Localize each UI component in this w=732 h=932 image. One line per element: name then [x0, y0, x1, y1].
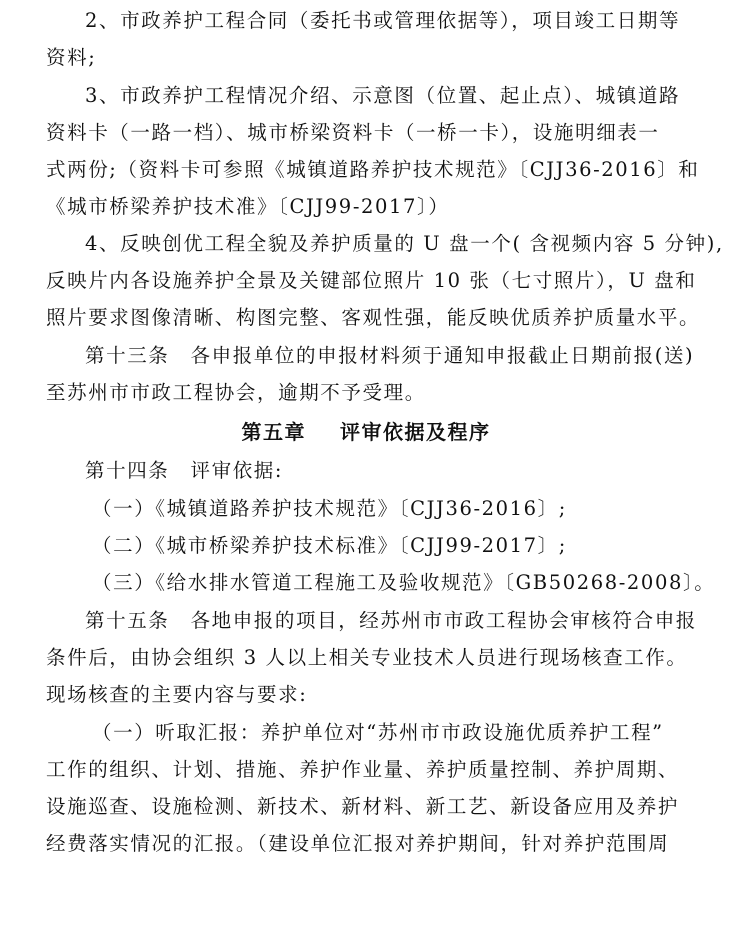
paragraph-line: 现场核查的主要内容与要求: — [46, 683, 308, 706]
paragraph-line: 2、市政养护工程合同（委托书或管理依据等），项目竣工日期等 — [85, 9, 681, 32]
paragraph-line: 条件后，由协会组织 3 人以上相关专业技术人员进行现场核查工作。 — [46, 646, 688, 669]
paragraph-line: 资料卡（一路一档）、城市桥梁资料卡（一桥一卡），设施明细表一 — [46, 121, 660, 144]
paragraph-line: 式两份;（资料卡可参照《城镇道路养护技术规范》〔CJJ36-2016〕和 — [46, 158, 700, 181]
chapter-heading — [0, 417, 732, 447]
paragraph-line: 资料; — [46, 46, 97, 69]
paragraph-line: 至苏州市市政工程协会，逾期不予受理。 — [46, 381, 426, 404]
paragraph-line: 反映片内各设施养护全景及关键部位照片 10 张（七寸照片），U 盘和 — [46, 269, 697, 292]
paragraph-line: 《城市桥梁养护技术准》〔CJJ99-2017〕） — [46, 195, 450, 218]
paragraph-line: 4、反映创优工程全貌及养护质量的 U 盘一个( 含视频内容 5 分钟), — [85, 232, 724, 255]
article-14-line: 第十四条 评审依据: — [85, 459, 284, 482]
article-13-line: 第十三条 各申报单位的申报材料须于通知申报截止日期前报(送) — [85, 344, 695, 367]
paragraph-line: 3、市政养护工程情况介绍、示意图（位置、起止点）、城镇道路 — [85, 84, 681, 107]
chapter-title: 评审依据及程序 — [340, 420, 491, 444]
list-item: （一）《城镇道路养护技术规范》〔CJJ36-2016〕; — [92, 497, 567, 520]
paragraph-line: （一）听取汇报：养护单位对“苏州市市政设施优质养护工程” — [92, 721, 664, 744]
article-15-line: 第十五条 各地申报的项目，经苏州市市政工程协会审核符合申报 — [85, 609, 697, 632]
paragraph-line: 设施巡查、设施检测、新技术、新材料、新工艺、新设备应用及养护 — [46, 795, 680, 818]
paragraph-line: 经费落实情况的汇报。（建设单位汇报对养护期间，针对养护范围周 — [46, 832, 670, 855]
paragraph-line: 工作的组织、计划、措施、养护作业量、养护质量控制、养护周期、 — [46, 758, 680, 781]
list-item: （二）《城市桥梁养护技术标准》〔CJJ99-2017〕; — [92, 534, 567, 557]
chapter-number: 第五章 — [241, 420, 306, 444]
paragraph-line: 照片要求图像清晰、构图完整、客观性强，能反映优质养护质量水平。 — [46, 306, 701, 329]
list-item: （三）《给水排水管道工程施工及验收规范》〔GB50268-2008〕。 — [92, 571, 716, 594]
